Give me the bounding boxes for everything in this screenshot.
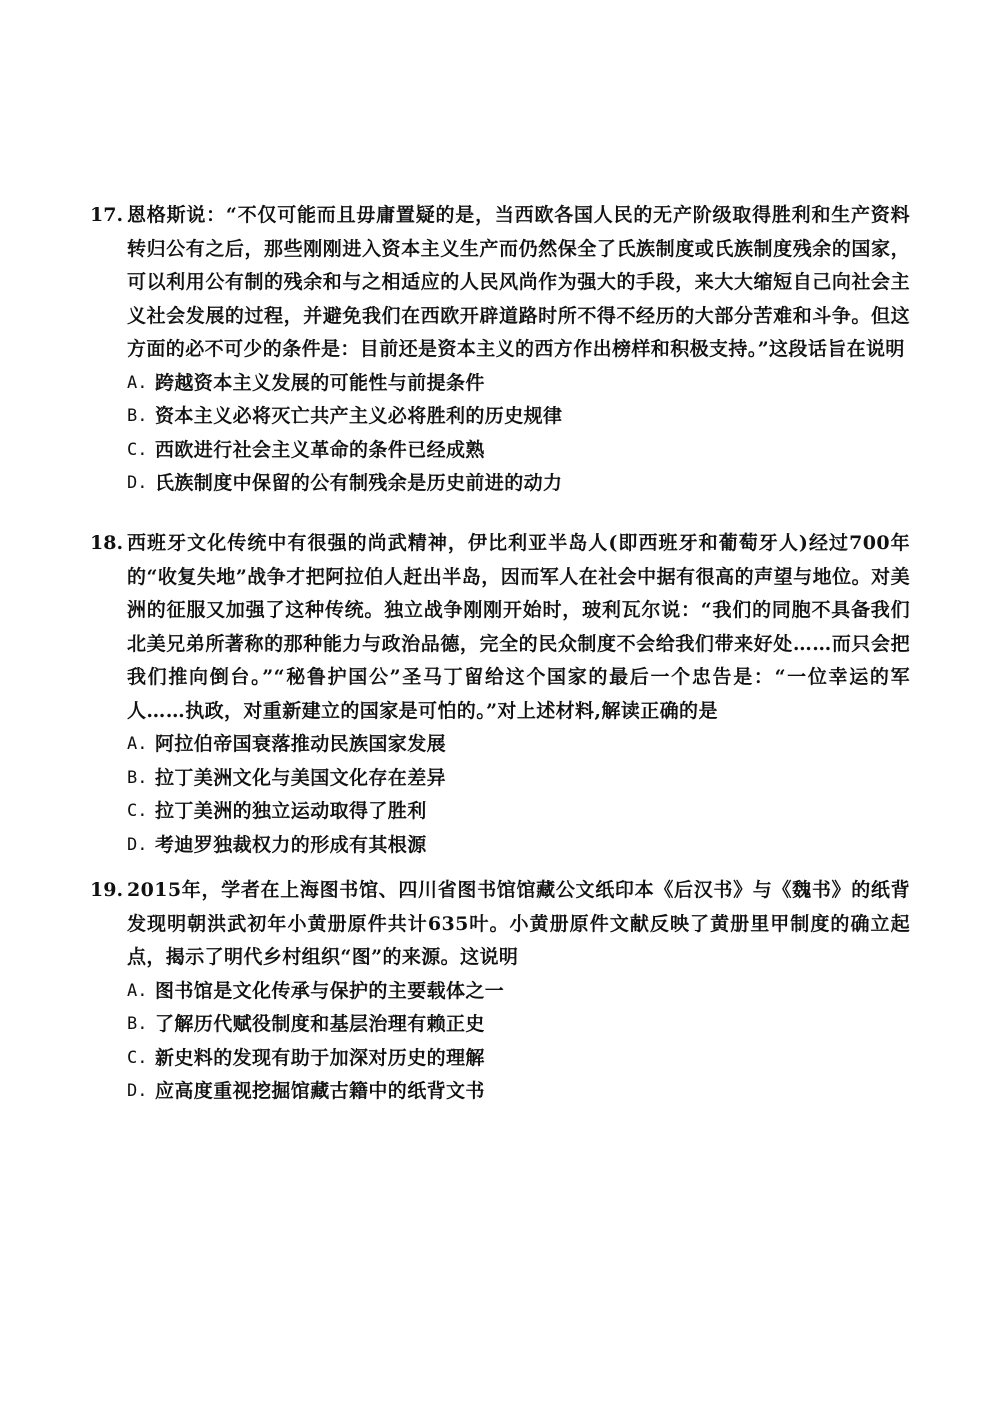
option-d — [127, 467, 910, 501]
option-list — [127, 975, 910, 1109]
option-b — [127, 1008, 910, 1042]
option-text: 了解历代赋役制度和基层治理有赖正史 — [155, 1013, 485, 1035]
option-letter: C. — [127, 439, 148, 460]
option-d — [127, 1075, 910, 1109]
question-number: 19. — [90, 879, 124, 901]
option-a — [127, 728, 910, 762]
option-letter: D. — [127, 834, 148, 855]
option-letter: A. — [127, 734, 148, 754]
option-text: 应高度重视挖掘馆藏古籍中的纸背文书 — [155, 1080, 485, 1102]
option-c — [127, 1042, 910, 1076]
question-18 — [90, 527, 910, 878]
question-stem — [90, 527, 910, 728]
option-b — [127, 762, 910, 796]
question-stem — [90, 874, 910, 975]
option-d — [127, 829, 910, 863]
option-list — [127, 728, 910, 862]
question-number: 17. — [90, 204, 124, 226]
question-stem — [90, 199, 910, 367]
option-list — [127, 367, 910, 501]
option-text: 考迪罗独裁权力的形成有其根源 — [155, 833, 427, 856]
option-text: 拉丁美洲文化与美国文化存在差异 — [155, 766, 447, 789]
option-c — [127, 795, 910, 829]
option-a — [127, 975, 910, 1009]
question-19 — [90, 874, 910, 1125]
option-letter: A. — [127, 372, 148, 393]
option-letter: A. — [127, 980, 148, 1001]
option-letter: B. — [127, 767, 148, 788]
question-number: 18. — [90, 532, 124, 554]
option-text: 新史料的发现有助于加深对历史的理解 — [155, 1046, 485, 1069]
option-letter: C. — [127, 801, 148, 821]
option-letter: B. — [127, 1014, 148, 1034]
question-text: 西班牙文化传统中有很强的尚武精神，伊比利亚半岛人(即西班牙和葡萄牙人)经过700年的“收复失地”战争才把阿拉伯人赶出半岛，因而军人在社会中据有很高的声望与地位。对美洲的征服又加强了这种传统。独立战争刚刚开始时，玻利瓦尔说：“我们的同胞不具备我们北美兄弟所著称的那种能力与政治品德，完全的民众制度不会给我们带来好处……而只会把我们推向倒台。”“秘鲁护国公”圣马丁留给这个国家的最后一个忠告是：“一位幸运的军人……执政，对重新建立的国家是可怕的。”对上述材料,解读正确的是 — [127, 532, 910, 722]
question-17 — [90, 199, 910, 517]
option-letter: B. — [127, 406, 148, 426]
option-text: 西欧进行社会主义革命的条件已经成熟 — [155, 438, 485, 461]
question-text: 恩格斯说：“不仅可能而且毋庸置疑的是，当西欧各国人民的无产阶级取得胜利和生产资料转归公有之后，那些刚刚进入资本主义生产而仍然保全了氏族制度或氏族制度残余的国家，可以利用公有制的残余和与之相适应的人民风尚作为强大的手段，来大大缩短自己向社会主义社会发展的过程，并避免我们在西欧开辟道路时所不得不经历的大部分苦难和斗争。但这方面的必不可少的条件是：目前还是资本主义的西方作出榜样和积极支持。”这段话旨在说明 — [127, 204, 910, 360]
option-letter: D. — [127, 473, 148, 493]
option-text: 阿拉伯帝国衰落推动民族国家发展 — [155, 733, 447, 755]
option-text: 资本主义必将灭亡共产主义必将胜利的历史规律 — [155, 405, 563, 427]
option-b — [127, 400, 910, 434]
option-text: 拉丁美洲的独立运动取得了胜利 — [155, 800, 427, 822]
option-letter: C. — [127, 1047, 148, 1068]
question-text: 2015年，学者在上海图书馆、四川省图书馆馆藏公文纸印本《后汉书》与《魏书》的纸背发现明朝洪武初年小黄册原件共计635叶。小黄册原件文献反映了黄册里甲制度的确立起点，揭示了明代乡村组织“图”的来源。这说明 — [127, 879, 910, 968]
option-text: 跨越资本主义发展的可能性与前提条件 — [155, 371, 485, 394]
option-text: 图书馆是文化传承与保护的主要载体之一 — [155, 979, 505, 1002]
option-a — [127, 367, 910, 401]
option-letter: D. — [127, 1081, 148, 1101]
option-text: 氏族制度中保留的公有制残余是历史前进的动力 — [155, 472, 563, 494]
option-c — [127, 434, 910, 468]
